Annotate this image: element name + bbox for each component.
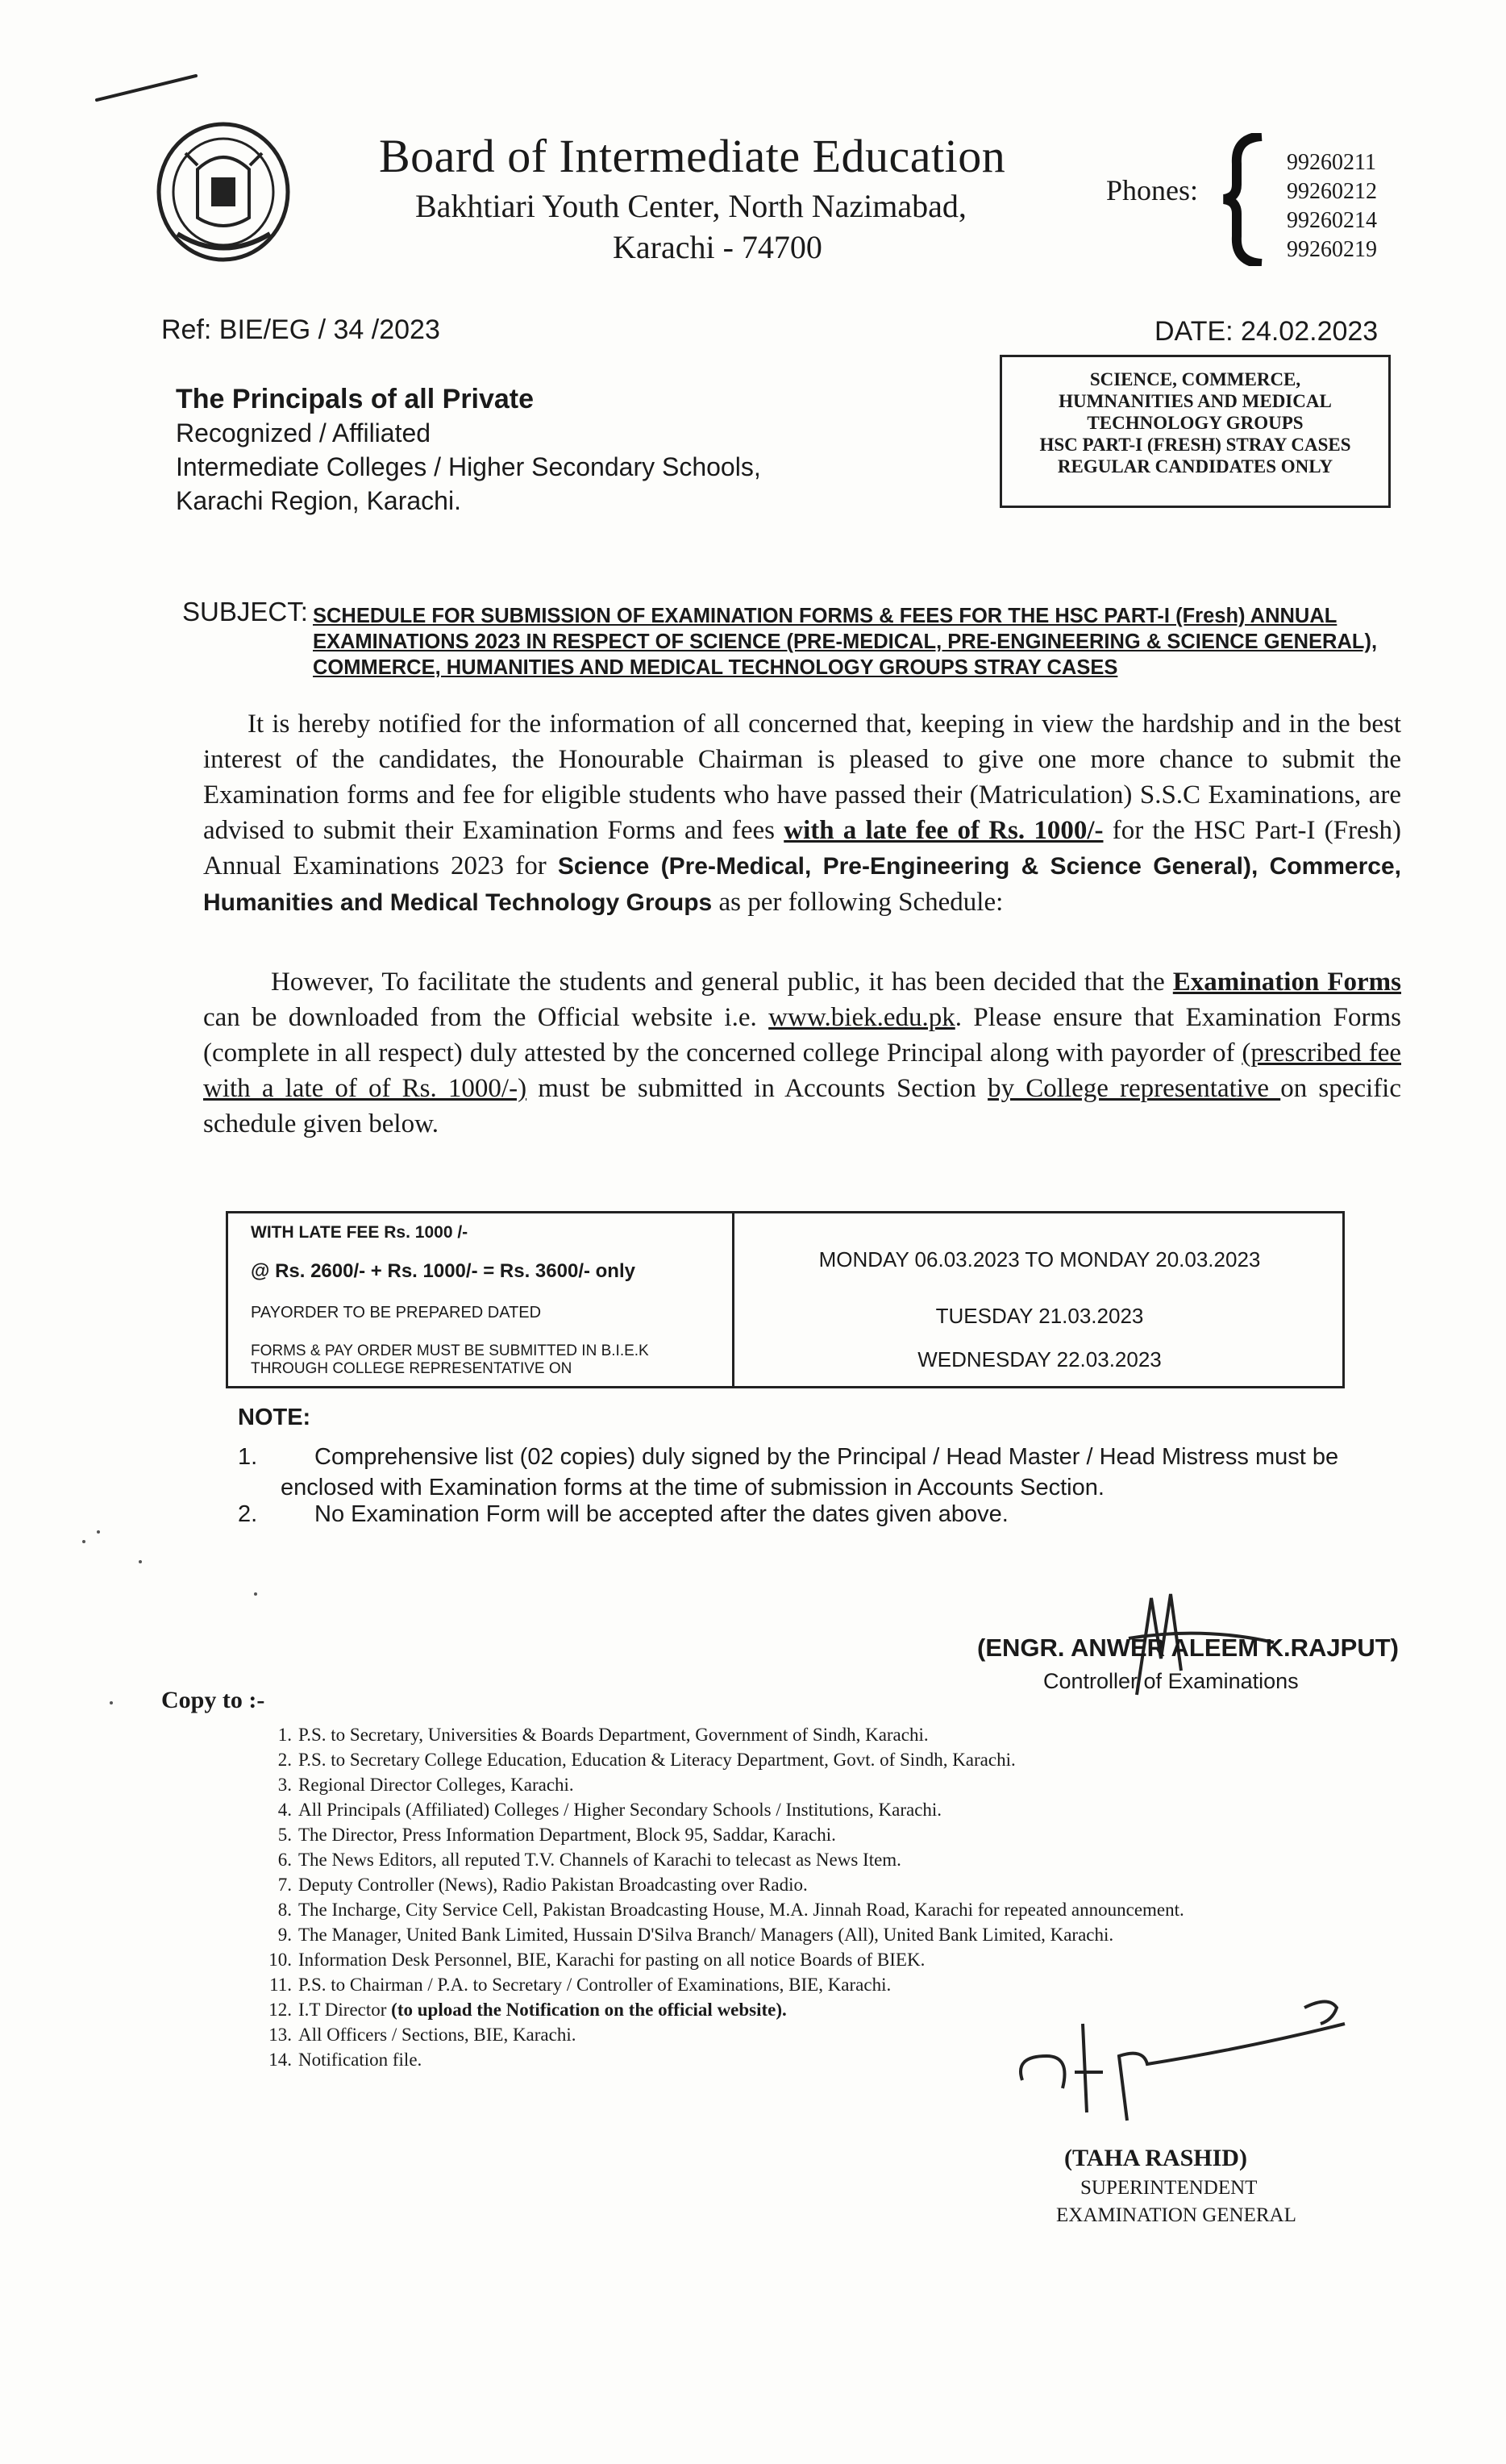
list-item: 8. The Incharge, City Service Cell, Pakistan Broadcasting House, M.A. Jinnah Road, Karachi for repeated announcement. <box>277 1900 1184 1920</box>
groups-line: TECHNOLOGY GROUPS <box>1087 413 1304 433</box>
recipient-block <box>176 382 761 518</box>
scan-speck <box>110 1701 113 1704</box>
note-label: NOTE: <box>238 1405 311 1430</box>
list-item: 2. P.S. to Secretary College Education, Education & Literacy Department, Govt. of Sindh, Karachi. <box>277 1750 1016 1770</box>
para-text: . Please ensure that Examination Forms (complete in all respect) duly attested by the concerned college Principal along with payorder of <box>203 1003 1401 1068</box>
list-item: 1. P.S. to Secretary, Universities & Boards Department, Government of Sindh, Karachi. <box>277 1725 929 1745</box>
list-item: 11. P.S. to Chairman / P.A. to Secretary / Controller of Examinations, BIE, Karachi. <box>269 1975 892 1995</box>
groups-line: SCIENCE, COMMERCE, <box>1089 369 1301 389</box>
note-text: Comprehensive list (02 copies) duly signed by the Principal / Head Master / Head Mistress must be <box>314 1444 1339 1470</box>
groups-text: Science (Pre-Medical, Pre-Engineering & Science General), Commerce, Humanities and Medical Technology Groups <box>203 853 1401 916</box>
schedule-fee-calc: @ Rs. 2600/- + Rs. 1000/- = Rs. 3600/- only <box>251 1260 635 1282</box>
website-link[interactable]: www.biek.edu.pk <box>768 1003 955 1032</box>
subject-text: SCHEDULE FOR SUBMISSION OF EXAMINATION FORMS & FEES FOR THE HSC PART-I (Fresh) ANNUAL EXAMINATIONS 2023 IN RESPECT OF SCIENCE (PRE-MEDICAL, PRE-ENGINEERING & SCIENCE GENERAL), COMMERCE, HUMANITIES AND MEDICAL TECHNOLOGY GROUPS STRAY CASES <box>313 605 1378 679</box>
list-item: 5. The Director, Press Information Department, Block 95, Saddar, Karachi. <box>277 1825 836 1845</box>
letter-date: DATE: 24.02.2023 <box>1154 316 1379 347</box>
address-line-2: Karachi - 74700 <box>613 229 822 265</box>
board-seal-logo-icon <box>153 121 294 266</box>
groups-box <box>1000 355 1391 508</box>
phones-label: Phones: <box>1106 174 1199 206</box>
scan-speck <box>97 1530 100 1534</box>
note-number: 1. <box>238 1444 258 1470</box>
para-text: It is hereby notified for the information of all concerned that, keeping in view the hardship and in the best interest of the candidates, the Honourable Chairman is pleased to give one more chance to submit the Examination forms and fee for eligible students who have passed their (Matriculation) S.S.C Examinations, are advised to submit their Examination Forms and fees <box>203 710 1401 845</box>
list-item: 6. The News Editors, all reputed T.V. Channels of Karachi to telecast as News Item. <box>277 1850 901 1870</box>
signatory-2-title: EXAMINATION GENERAL <box>1056 2204 1296 2226</box>
signature-superintendent-icon <box>1006 1992 1385 2129</box>
examination-forms-text: Examination Forms <box>1172 968 1402 997</box>
schedule-payorder-date: TUESDAY 21.03.2023 <box>935 1304 1144 1328</box>
address-line-1: Bakhtiari Youth Center, North Nazimabad, <box>415 188 967 224</box>
list-item: 13. All Officers / Sections, BIE, Karachi. <box>268 2025 576 2045</box>
para-text: on specific schedule given below. <box>203 1074 1401 1138</box>
phone-number: 99260219 <box>1287 237 1377 262</box>
late-fee-text: with a late fee of Rs. 1000/- <box>784 816 1104 845</box>
para-text: can be downloaded from the Official website i.e. <box>203 1003 769 1032</box>
note-number: 2. <box>238 1501 258 1527</box>
schedule-submit-date: WEDNESDAY 22.03.2023 <box>917 1347 1162 1371</box>
list-item: 9. The Manager, United Bank Limited, Hussain D'Silva Branch/ Managers (All), United Bank Limited, Karachi. <box>277 1925 1114 1945</box>
board-name-title: Board of Intermediate Education <box>379 130 1006 182</box>
note-item <box>238 1442 1383 1503</box>
prescribed-fee-text: (prescribed fee with a late of of Rs. 1000/-) <box>203 1038 1401 1103</box>
schedule-submit-line: THROUGH COLLEGE REPRESENTATIVE ON <box>251 1360 572 1377</box>
scan-speck <box>139 1560 142 1563</box>
list-item: 4. All Principals (Affiliated) Colleges / Higher Secondary Schools / Institutions, Karachi. <box>277 1800 942 1820</box>
note-text: enclosed with Examination forms at the time of submission in Accounts Section. <box>281 1475 1105 1500</box>
list-item: 10. Information Desk Personnel, BIE, Karachi for pasting on all notice Boards of BIEK. <box>268 1950 926 1970</box>
groups-line: HUMNANITIES AND MEDICAL <box>1059 391 1332 411</box>
list-item: 7. Deputy Controller (News), Radio Pakistan Broadcasting over Radio. <box>277 1875 808 1895</box>
note-text: No Examination Form will be accepted after the dates given above. <box>314 1501 1009 1527</box>
groups-line: REGULAR CANDIDATES ONLY <box>1057 456 1333 477</box>
curly-brace-icon <box>1217 133 1274 266</box>
recipient-line: Intermediate Colleges / Higher Secondary Schools, <box>176 452 761 481</box>
schedule-submit-label <box>251 1342 649 1378</box>
body-paragraph-1 <box>203 706 1401 921</box>
phone-number: 99260212 <box>1287 179 1377 204</box>
para-text: However, To facilitate the students and general public, it has been decided that the <box>271 968 1173 997</box>
schedule-period: MONDAY 06.03.2023 TO MONDAY 20.03.2023 <box>818 1247 1261 1272</box>
schedule-submit-line: FORMS & PAY ORDER MUST BE SUBMITTED IN B.I.E.K <box>251 1342 649 1359</box>
note-item <box>238 1501 1383 1528</box>
para-text: as per following Schedule: <box>712 888 1004 917</box>
signatory-2-title: SUPERINTENDENT <box>1080 2177 1258 2199</box>
para-text: for the HSC Part-I (Fresh) Annual Examinations 2023 for <box>203 816 1401 880</box>
body-paragraph-2 <box>203 964 1401 1142</box>
signatory-2-name: (TAHA RASHID) <box>1064 2145 1247 2171</box>
signatory-1-title: Controller of Examinations <box>1043 1669 1299 1693</box>
signatory-1-name: (ENGR. ANWER ALEEM K.RAJPUT) <box>977 1634 1399 1662</box>
recipient-line: Recognized / Affiliated <box>176 418 431 447</box>
list-item: 3. Regional Director Colleges, Karachi. <box>277 1775 574 1795</box>
subject-label: SUBJECT: <box>182 597 308 626</box>
scan-speck <box>82 1540 85 1543</box>
scan-speck <box>254 1592 257 1596</box>
schedule-payorder-label: PAYORDER TO BE PREPARED DATED <box>251 1304 542 1321</box>
schedule-table <box>226 1211 1345 1388</box>
reference-number: Ref: BIE/EG / 34 /2023 <box>161 314 440 345</box>
recipient-line: Karachi Region, Karachi. <box>176 486 461 515</box>
list-item: 14. Notification file. <box>268 2050 422 2070</box>
phone-number: 99260214 <box>1287 208 1377 233</box>
para-text: must be submitted in Accounts Section <box>526 1074 988 1103</box>
copy-to-label: Copy to :- <box>161 1687 265 1713</box>
list-item: 12. I.T Director (to upload the Notification on the official website). <box>268 2000 787 2020</box>
pen-stroke-mark <box>95 71 200 103</box>
schedule-late-fee: WITH LATE FEE Rs. 1000 /- <box>251 1223 468 1242</box>
phone-number: 99260211 <box>1287 150 1376 175</box>
college-rep-text: by College representative <box>988 1074 1281 1103</box>
phone-numbers <box>1287 148 1377 264</box>
recipient-line: The Principals of all Private <box>176 384 535 414</box>
groups-line: HSC PART-I (FRESH) STRAY CASES <box>1039 435 1351 455</box>
